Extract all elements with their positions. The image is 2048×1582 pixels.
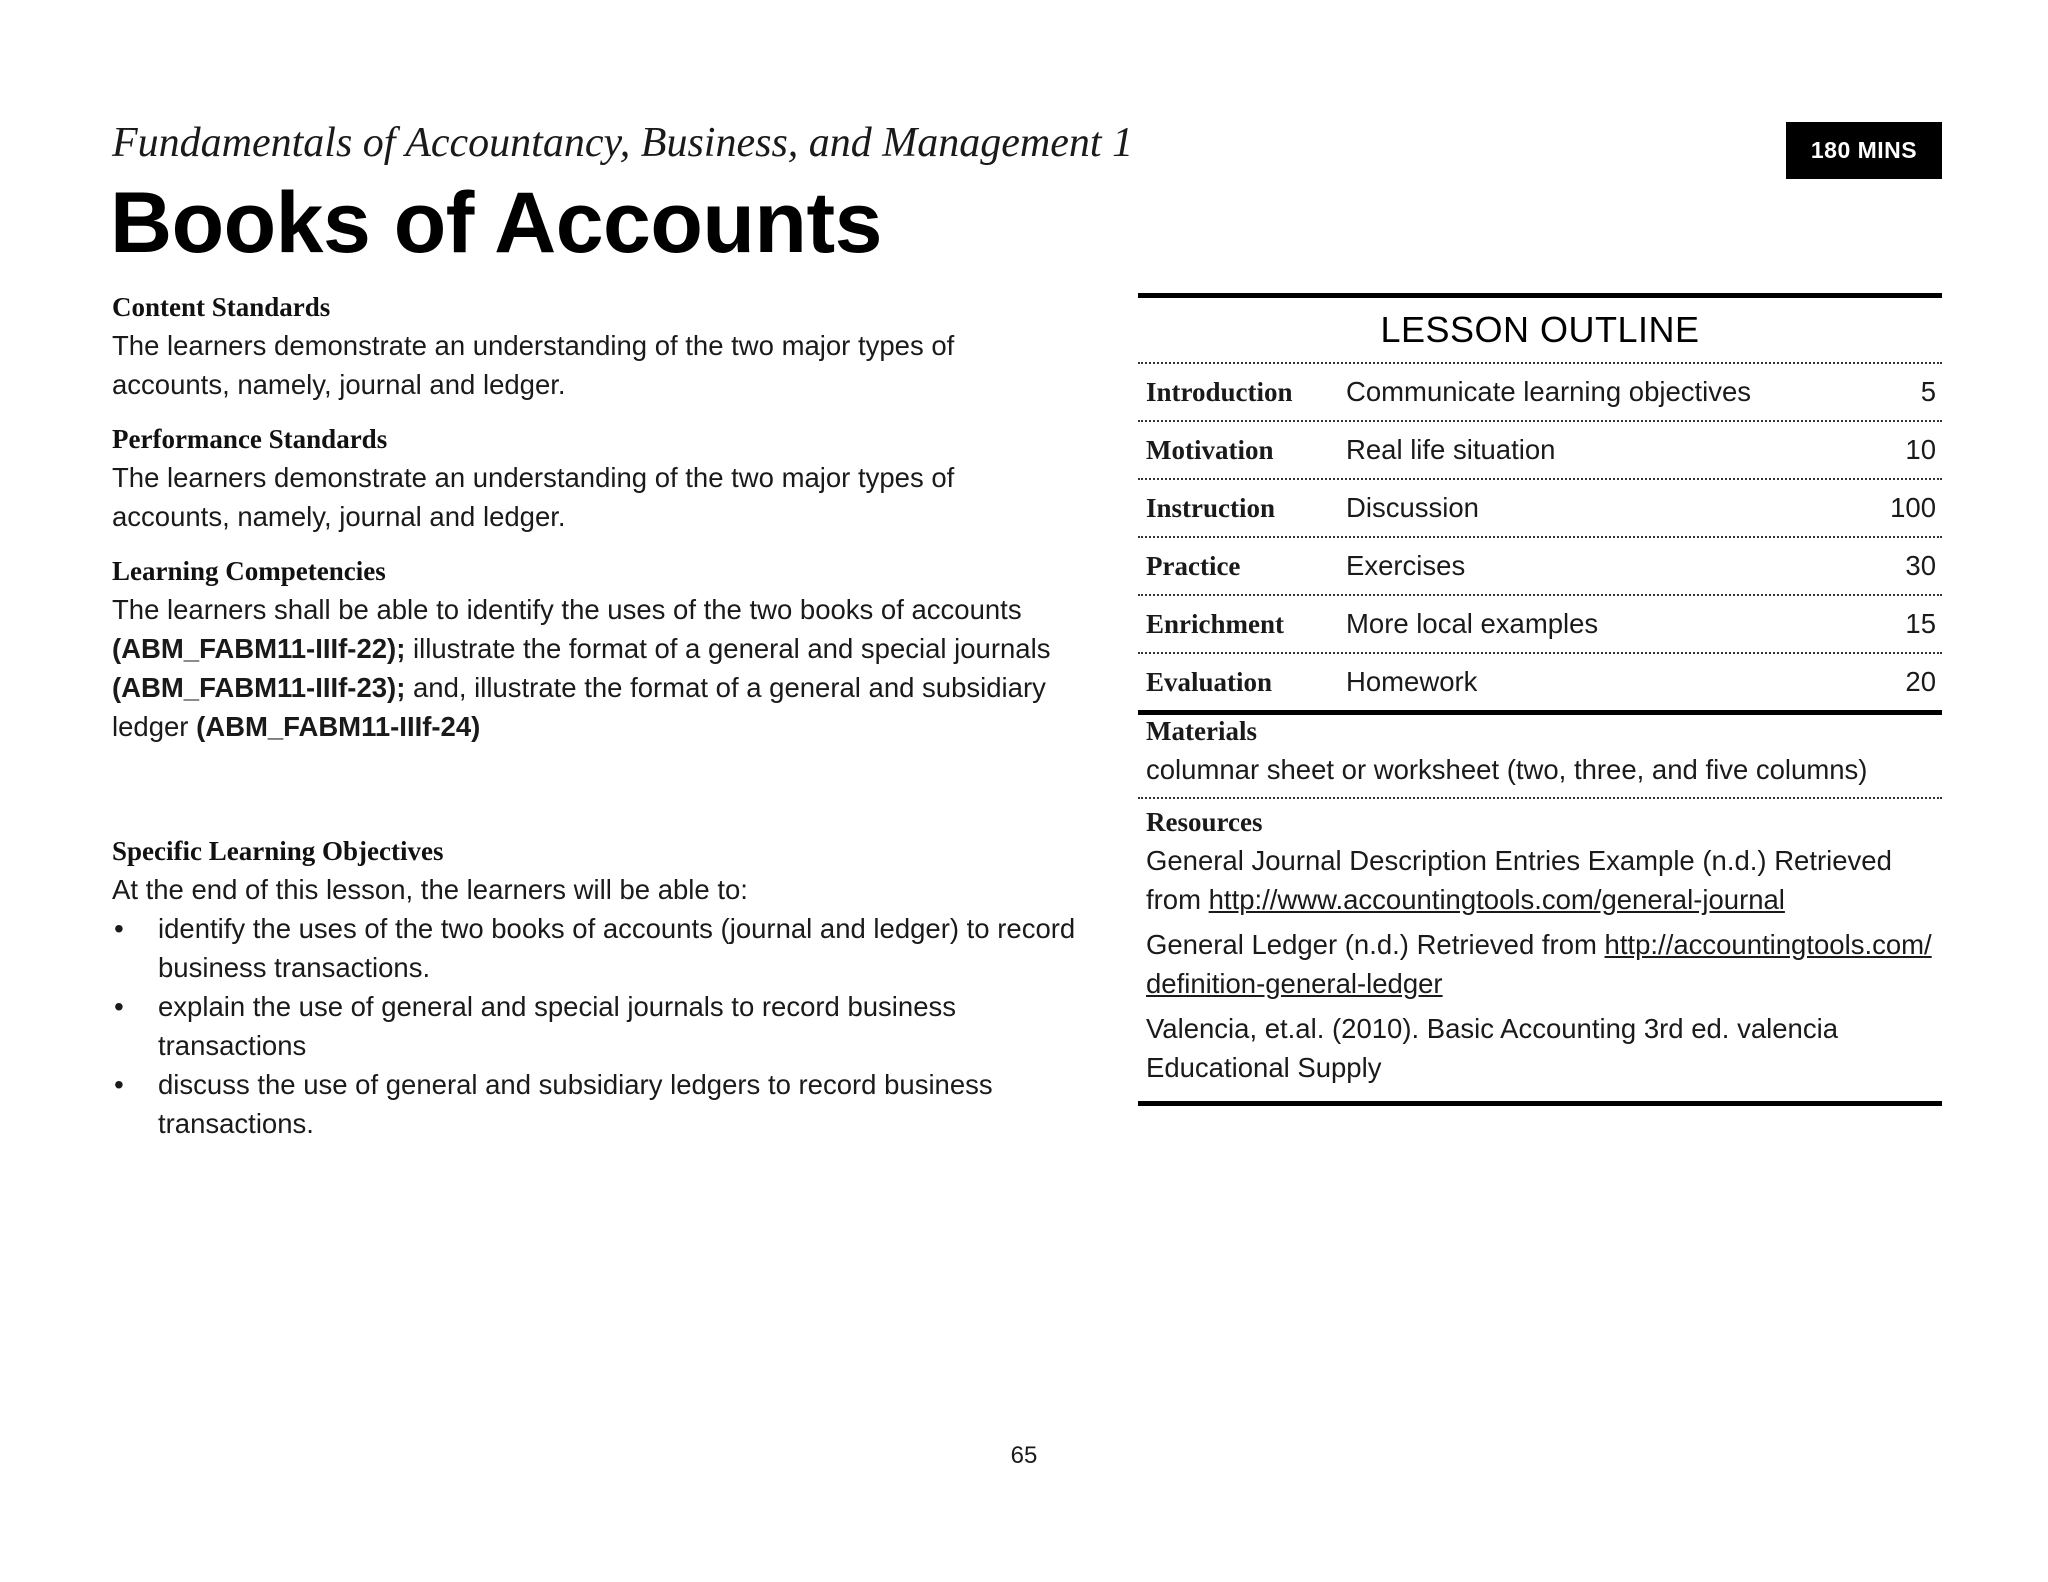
resource-item [1146,841,1934,919]
outline-row-motivation [1138,420,1942,478]
outline-row-enrichment [1138,594,1942,652]
resource-text: General Ledger (n.d.) Retrieved from [1146,929,1605,960]
outline-minutes: 100 [1890,492,1936,523]
objective-text: identify the uses of the two books of accounts (journal and ledger) to record business transactions. [158,913,1076,983]
competency-text-2: illustrate the format of a general and special journals [405,633,1051,664]
bullet-icon: • [114,913,124,944]
outline-phase: Instruction [1146,492,1276,523]
outline-activity: Discussion [1346,492,1479,523]
duration-badge: 180 MINS [1786,122,1942,179]
outline-phase: Practice [1146,550,1241,581]
performance-standards-heading: Performance Standards [112,424,388,454]
outline-row-practice [1138,536,1942,594]
performance-standards-text: The learners demonstrate an understanding of the two major types of accounts, namely, journal and ledger. [112,462,955,532]
outline-activity: More local examples [1346,608,1599,639]
materials-heading: Materials [1146,716,1257,746]
subject-title: Fundamentals of Accountancy, Business, and Management 1 [112,120,1134,166]
learning-competencies-text [112,590,1102,746]
competency-text-3: and, illustrate the format of a general and subsidiary ledger [112,672,1046,742]
competency-code-2: (ABM_FABM11-IIIf-23); [112,672,406,703]
objective-text: discuss the use of general and subsidiary ledgers to record business transactions. [158,1069,993,1139]
content-standards-text: The learners demonstrate an understanding of the two major types of accounts, namely, journal and ledger. [112,330,955,400]
outline-activity: Real life situation [1346,434,1556,465]
objectives-list [112,909,1102,1143]
bullet-icon: • [114,991,124,1022]
outline-activity: Exercises [1346,550,1466,581]
competency-code-1: (ABM_FABM11-IIIf-22); [112,633,406,664]
objective-item [112,987,1078,1065]
outline-minutes: 20 [1905,666,1936,697]
outline-minutes: 10 [1905,434,1936,465]
standards-column [112,288,1102,1159]
outline-minutes: 30 [1905,550,1936,581]
outline-minutes: 5 [1920,376,1936,407]
content-standards-section [112,288,1102,404]
outline-activity: Homework [1346,666,1478,697]
competency-code-3: (ABM_FABM11-IIIf-24) [196,711,481,742]
objective-item [112,909,1078,987]
resource-link[interactable]: http://www.accountingtools.com/general-journal [1208,884,1785,915]
competency-text-1: The learners shall be able to identify the uses of the two books of accounts [112,594,1022,625]
resource-item [1146,925,1934,1003]
lesson-outline-title: LESSON OUTLINE [1380,309,1700,350]
resources-heading: Resources [1146,807,1263,837]
outline-phase: Motivation [1146,434,1274,465]
objectives-heading: Specific Learning Objectives [112,836,444,866]
objectives-section [112,832,1102,1143]
objectives-intro: At the end of this lesson, the learners will be able to: [112,874,748,905]
resource-link[interactable]: http://accountingtools.com/definition-general-ledger [1146,929,1932,999]
outline-row-evaluation [1138,652,1942,710]
outline-minutes: 15 [1905,608,1936,639]
outline-phase: Enrichment [1146,608,1284,639]
content-standards-heading: Content Standards [112,292,331,322]
resources-section [1138,797,1942,1101]
objective-text: explain the use of general and special journals to record business transactions [158,991,956,1061]
learning-competencies-section [112,552,1102,746]
bullet-icon: • [114,1069,124,1100]
outline-row-instruction [1138,478,1942,536]
page-number: 65 [1010,1442,1038,1469]
outline-phase: Evaluation [1146,666,1273,697]
materials-resources-box [1138,708,1942,1106]
materials-text: columnar sheet or worksheet (two, three, and five columns) [1146,754,1868,785]
resource-item [1146,1009,1934,1087]
outline-activity: Communicate learning objectives [1346,376,1752,407]
lesson-outline-table [1138,293,1942,715]
learning-competencies-heading: Learning Competencies [112,556,386,586]
resource-text: General Journal Description Entries Example (n.d.) Retrieved from [1146,845,1892,915]
performance-standards-section [112,420,1102,536]
resource-text: Valencia, et.al. (2010). Basic Accounting 3rd ed. valencia Educational Supply [1146,1013,1838,1083]
outline-row-introduction [1138,362,1942,420]
outline-phase: Introduction [1146,376,1293,407]
page-title: Books of Accounts [110,175,882,271]
materials-section [1138,708,1942,797]
objective-item [112,1065,1078,1143]
